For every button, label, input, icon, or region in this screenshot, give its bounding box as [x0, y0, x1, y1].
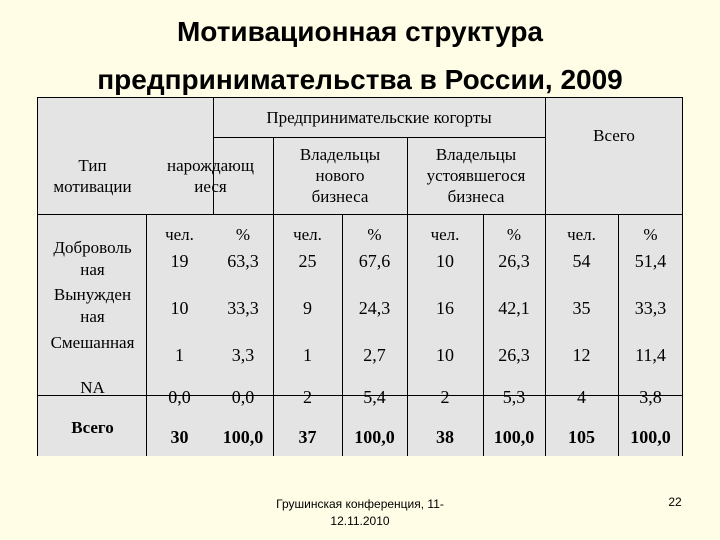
unit-count-header: чел.	[567, 224, 596, 244]
table-cell: 1	[175, 344, 184, 365]
footer-line-1: Грушинская конференция, 11-	[276, 497, 444, 511]
unit-percent-header: %	[367, 224, 382, 244]
table-cell: 100,0	[630, 426, 671, 447]
header-cohort-1-line: нарождающ	[167, 155, 254, 175]
header-cohort-3-line: Владельцы	[435, 145, 517, 164]
table-cell: 2,7	[363, 344, 386, 365]
header-motivation-type	[37, 137, 148, 214]
table-cell: 24,3	[358, 298, 391, 318]
table-cell: 1	[303, 344, 312, 365]
table-cell: 2	[440, 387, 450, 407]
table-cell: 67,6	[358, 250, 391, 271]
unit-percent-header: %	[506, 224, 522, 244]
cohort-group-header: Предпринимательские когорты	[266, 107, 492, 127]
table-cell: 0,0	[168, 387, 191, 407]
header-cohort-1	[148, 137, 273, 214]
table-cell: 105	[568, 426, 595, 447]
table-cell: 19	[170, 250, 189, 271]
header-cohort-1-line: иеся	[194, 176, 227, 196]
table-cell: 51,4	[634, 250, 667, 271]
table-cell: 26,3	[498, 250, 530, 271]
table-cell: 38	[436, 426, 454, 447]
row-label-line: ная	[80, 307, 105, 326]
row-label	[39, 417, 146, 456]
table-cell: 3,8	[639, 387, 662, 407]
table-cell: 10	[436, 250, 454, 271]
unit-percent-header: %	[643, 224, 658, 244]
row-label	[39, 332, 146, 377]
table-cell: 37	[298, 426, 317, 447]
table-cell: 26,3	[498, 344, 530, 365]
table-cell: 30	[170, 426, 189, 447]
footer-conference	[240, 496, 480, 530]
table-cell: 25	[298, 250, 317, 271]
header-cohort-2-line: нового	[315, 166, 365, 185]
slide-title-line-2: предпринимательства в России, 2009	[97, 64, 623, 95]
table-cell: 0,0	[231, 387, 255, 407]
header-cohort-2-line: бизнеса	[311, 187, 369, 206]
footer-line-2: 12.11.2010	[330, 514, 390, 528]
table-cell: 5,4	[363, 387, 386, 407]
header-motivation-type-line: мотивации	[53, 176, 132, 196]
table-cell: 9	[303, 298, 312, 318]
table-cell: 100,0	[222, 426, 264, 447]
table-cell: 2	[303, 387, 312, 407]
row-label-line: Всего	[71, 418, 114, 437]
table-cell: 54	[572, 250, 591, 271]
row-label	[39, 237, 146, 284]
table-cell: 3,3	[231, 344, 255, 365]
row-label-line: ная	[80, 260, 105, 279]
table-cell: 12	[572, 344, 591, 365]
slide-title-line-1: Мотивационная структура	[176, 16, 543, 47]
header-cohort-3	[407, 137, 545, 214]
motivation-table	[37, 97, 683, 456]
unit-percent-header: %	[235, 224, 251, 244]
table-cell: 33,3	[227, 298, 259, 318]
row-label	[39, 377, 146, 417]
table-cell: 11,4	[635, 344, 666, 365]
table-cell: 16	[436, 298, 454, 318]
table-cell: 4	[577, 387, 586, 407]
slide-title	[0, 8, 720, 104]
page-number: 22	[668, 495, 682, 509]
table-cell: 10	[436, 344, 454, 365]
header-cohort-3-line: устоявшегося	[426, 166, 526, 185]
table-cell: 35	[572, 298, 591, 318]
row-label-line: NA	[80, 378, 105, 397]
unit-count-header: чел.	[165, 224, 194, 244]
table-cell: 42,1	[498, 298, 530, 318]
row-label-line: Вынужден	[53, 285, 132, 304]
header-total: Всего	[593, 126, 635, 145]
unit-count-header: чел.	[430, 224, 460, 244]
unit-count-header: чел.	[293, 224, 322, 244]
table-cell: 100,0	[493, 426, 535, 447]
table-cell: 63,3	[227, 250, 259, 271]
header-cohort-3-line: бизнеса	[447, 187, 505, 206]
header-motivation-type-line: Тип	[78, 155, 107, 175]
table-cell: 10	[170, 298, 189, 318]
table-cell: 5,3	[502, 387, 526, 407]
row-label-line: Доброволь	[53, 238, 132, 257]
row-label-line: Смешанная	[50, 333, 135, 352]
row-label	[39, 284, 146, 332]
table-cell: 33,3	[634, 298, 667, 318]
header-cohort-2	[273, 137, 407, 214]
table-cell: 100,0	[354, 426, 395, 447]
header-cohort-2-line: Владельцы	[299, 145, 381, 164]
